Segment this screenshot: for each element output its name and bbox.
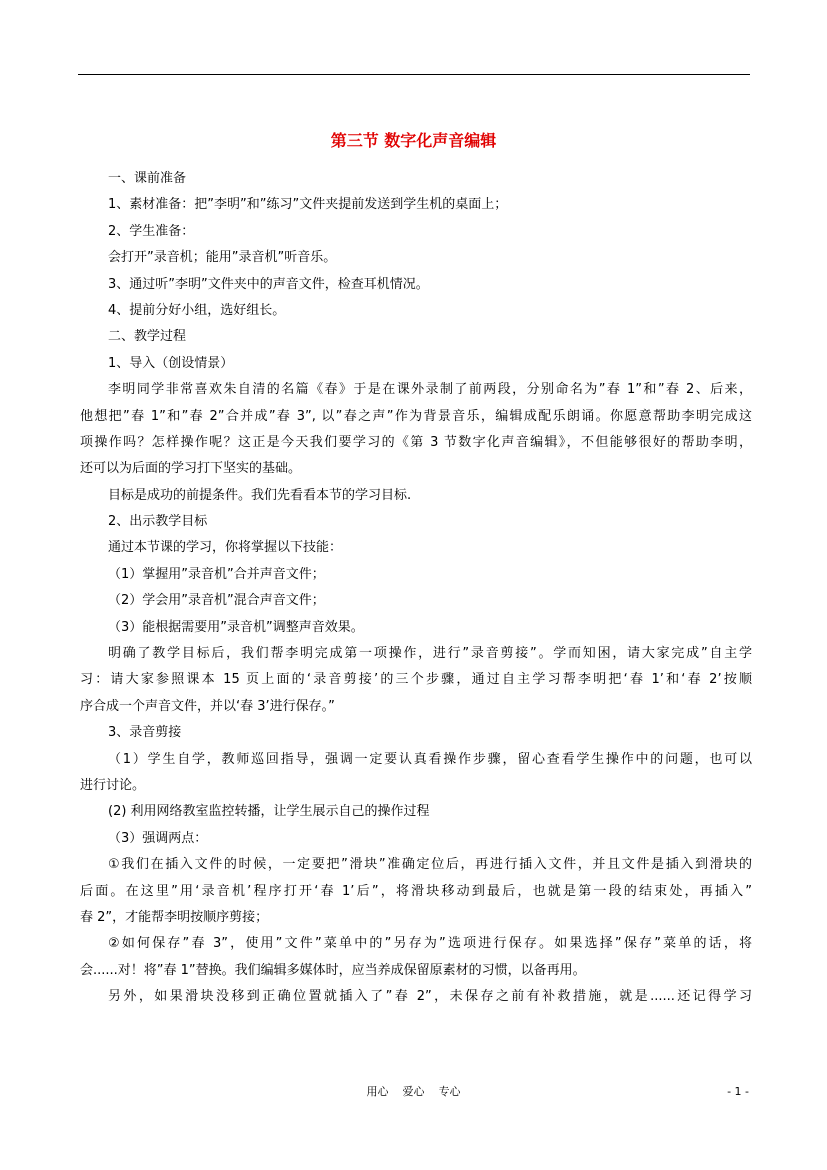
paragraph-line: 春 2”，才能帮李明按顺序剪接； <box>80 909 269 925</box>
paragraph-line: 1、素材准备：把”李明”和”练习”文件夹提前发送到学生机的桌面上； <box>108 197 508 213</box>
footer-motto <box>0 1084 827 1100</box>
footer-motto-word: 用心 <box>366 1085 389 1098</box>
paragraph-line: 2、学生准备： <box>108 223 195 239</box>
paragraph-line: 李明同学非常喜欢朱自清的名篇《春》于是在课外录制了前两段，分别命名为”春 1”和”春 2、后来， <box>108 382 752 398</box>
paragraph-line: 3、通过听”李明”文件夹中的声音文件，检查耳机情况。 <box>108 276 429 292</box>
paragraph-line: 项操作吗？怎样操作呢？这正是今天我们要学习的《第 3 节数字化声音编辑》，不但能够很好的帮助李明， <box>80 434 752 450</box>
paragraph-line: （2）学会用”录音机”混合声音文件； <box>108 593 325 609</box>
paragraph-line: 明确了教学目标后，我们帮李明完成第一项操作，进行”录音剪接”。学而知困，请大家完成”自主学 <box>108 646 752 662</box>
paragraph-line: （3）强调两点： <box>108 830 208 846</box>
paragraph-line: (2) 利用网络教室监控转播，让学生展示自己的操作过程 <box>108 804 430 820</box>
page-title: 第三节 数字化声音编辑 <box>330 131 497 150</box>
paragraph-line: 1、导入（创设情景） <box>108 355 234 371</box>
paragraph-line: 另外，如果滑块没移到正确位置就插入了”春 2”，未保存之前有补救措施，就是......还记得学习 <box>108 989 752 1005</box>
paragraph-line: 会......对！将”春 1”替换。我们编辑多媒体时，应当养成保留原素材的习惯，以备再用。 <box>80 962 586 978</box>
paragraph-line: 他想把”春 1”和”春 2”合并成”春 3”, 以”春之声”作为背景音乐，编辑成配乐朗诵。你愿意帮助李明完成这 <box>80 408 752 424</box>
header-rule <box>78 74 750 75</box>
page-number: - 1 - <box>727 1085 749 1098</box>
paragraph-line: （1）掌握用”录音机”合并声音文件； <box>108 566 325 582</box>
paragraph-line: 3、录音剪接 <box>108 725 182 741</box>
paragraph-line: （3）能根据需要用”录音机”调整声音效果。 <box>108 619 364 635</box>
paragraph-line: 2、出示教学目标 <box>108 514 208 530</box>
footer-motto-word: 爱心 <box>402 1085 425 1098</box>
paragraph-line: 还可以为后面的学习打下坚实的基础。 <box>80 461 302 477</box>
paragraph-line: （1）学生自学，教师巡回指导，强调一定要认真看操作步骤，留心查看学生操作中的问题，也可以 <box>108 751 752 767</box>
paragraph-line: 一、课前准备 <box>108 171 187 186</box>
paragraph-line: 二、教学过程 <box>108 329 187 345</box>
document-body <box>80 166 752 1011</box>
paragraph-line: 序合成一个声音文件，并以‘春 3’进行保存。” <box>80 698 335 714</box>
paragraph-line: 目标是成功的前提条件。我们先看看本节的学习目标. <box>108 487 412 503</box>
paragraph-line: 4、提前分好小组，选好组长。 <box>108 302 286 318</box>
paragraph-line: 进行讨论。 <box>80 777 146 793</box>
paragraph-line: 会打开”录音机；能用”录音机”听音乐。 <box>108 250 337 266</box>
paragraph-line: 习：请大家参照课本 15 页上面的‘录音剪接’的三个步骤，通过自主学习帮李明把‘春 1’和‘春 2’按顺 <box>80 672 752 688</box>
paragraph-line: 后面。在这里”用‘录音机’程序打开‘春 1’后”，将滑块移动到最后，也就是第一段的结束处，再插入” <box>80 883 752 899</box>
footer-motto-word: 专心 <box>438 1085 461 1098</box>
paragraph-line: ①我们在插入文件的时候，一定要把”滑块”准确定位后，再进行插入文件，并且文件是插入到滑块的 <box>108 857 752 873</box>
paragraph-line: ②如何保存”春 3”，使用”文件”菜单中的”另存为”选项进行保存。如果选择”保存”菜单的话，将 <box>108 936 752 952</box>
paragraph-line: 通过本节课的学习，你将掌握以下技能： <box>108 540 343 556</box>
